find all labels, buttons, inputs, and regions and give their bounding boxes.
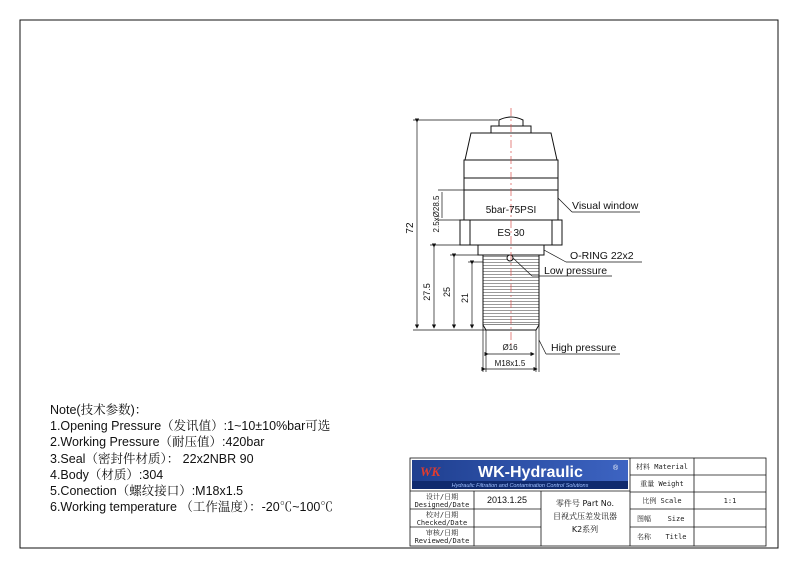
title-label-en: Title	[665, 533, 687, 541]
low-pressure-label: Low pressure	[544, 265, 608, 277]
reviewed-label-en: Reviewed/Date	[414, 537, 470, 545]
dim-thread-c: 21	[460, 292, 470, 304]
reviewed-label: 审核/日期	[425, 529, 459, 537]
material-label: 材料 Material	[636, 463, 688, 471]
part-series: K2系列	[571, 525, 599, 534]
low-pressure-port	[507, 255, 513, 261]
high-pressure-label: High pressure	[551, 342, 617, 354]
part-name: 目视式压差发讯器	[553, 512, 617, 521]
company-tagline: Hydraulic Filtration and Contamination Control Solutions	[451, 483, 589, 489]
company-logo: WK	[420, 464, 441, 479]
oring-label: O-RING 22x2	[570, 250, 634, 262]
designed-label: 设计/日期	[425, 493, 459, 501]
note-connection: 5.Conection（螺纹接口）:M18x1.5	[50, 484, 244, 499]
note-working-temperature: 6.Working temperature （工作温度）：-20℃~100℃	[50, 500, 333, 515]
company-name: WK-Hydraulic	[478, 464, 583, 481]
note-seal: 3.Seal（密封件材质）： 22x2NBR 90	[50, 451, 254, 466]
weight-label: 重量 Weight	[640, 480, 684, 488]
checked-label: 校对/日期	[425, 511, 459, 519]
notes-title: Note(技术参数)：	[50, 403, 148, 417]
designed-label-en: Designed/Date	[414, 501, 470, 509]
visual-window-label: Visual window	[572, 200, 639, 212]
dim-bore-diameter: Ø16	[502, 343, 518, 352]
registered-mark: ®	[613, 465, 619, 472]
note-working-pressure: 2.Working Pressure（耐压值）:420bar	[50, 435, 265, 450]
range-label: 5bar-75PSI	[485, 205, 537, 216]
dim-thread-size: M18x1.5	[494, 359, 526, 368]
dim-thread-b: 25	[442, 286, 452, 298]
note-opening-pressure: 1.Opening Pressure（发讯值）:1~10±10%bar可选	[50, 419, 331, 434]
size-label-en: Size	[667, 515, 685, 523]
part-no-label: 零件号 Part No.	[555, 499, 615, 508]
dim-thread-a: 27.5	[422, 283, 432, 301]
design-date: 2013.1.25	[486, 495, 528, 505]
scale-label: 比例 Scale	[642, 497, 682, 505]
title-label-cn: 名称	[637, 533, 651, 541]
note-body: 4.Body（材质）:304	[50, 467, 164, 482]
checked-label-en: Checked/Date	[416, 519, 468, 527]
technical-notes	[50, 402, 333, 515]
size-label-cn: 图幅	[637, 515, 651, 523]
dim-window-height: 2.5xØ28.5	[432, 195, 441, 233]
dim-overall-height: 72	[405, 222, 416, 234]
scale-value: 1:1	[723, 497, 737, 505]
hex-mark-label: ES 30	[497, 228, 525, 239]
